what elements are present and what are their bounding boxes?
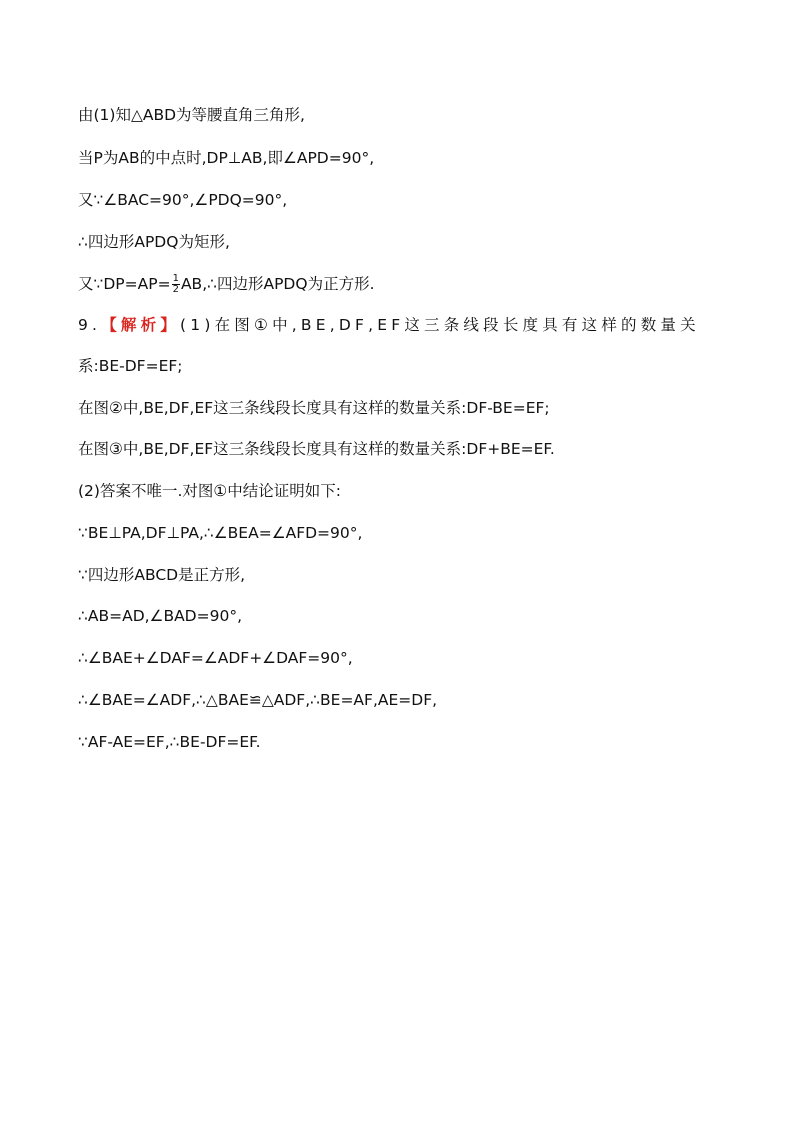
fraction-one-half	[172, 274, 180, 295]
question-9-text: (1)在图①中,BE,DF,EF这三条线段长度具有这样的数量关	[180, 316, 700, 334]
fraction-numerator: 1	[172, 273, 179, 284]
part-2-intro: (2)答案不唯一.对图①中结论证明如下:	[78, 482, 342, 500]
question-number: 9.	[78, 316, 102, 334]
question-9-heading	[78, 314, 718, 336]
answer-line-2: 在图②中,BE,DF,EF这三条线段长度具有这样的数量关系:DF-BE=EF;	[78, 399, 550, 417]
fraction-denominator: 2	[172, 284, 179, 295]
proof-line-5-end: AB,∴四边形APDQ为正方形.	[180, 275, 375, 293]
proof-line-4: ∴四边形APDQ为矩形,	[78, 233, 230, 251]
proof-line-5-start: 又∵DP=AP=	[78, 275, 171, 293]
proof-step-6: ∵AF-AE=EF,∴BE-DF=EF.	[78, 733, 261, 751]
proof-step-2: ∵四边形ABCD是正方形,	[78, 566, 246, 584]
proof-step-5: ∴∠BAE=∠ADF,∴△BAE≌△ADF,∴BE=AF,AE=DF,	[78, 691, 438, 709]
proof-step-1: ∵BE⊥PA,DF⊥PA,∴∠BEA=∠AFD=90°,	[78, 524, 363, 542]
proof-line-1: 由(1)知△ABD为等腰直角三角形,	[78, 106, 305, 124]
proof-step-3: ∴AB=AD,∠BAD=90°,	[78, 607, 243, 625]
proof-step-4: ∴∠BAE+∠DAF=∠ADF+∠DAF=90°,	[78, 649, 353, 667]
proof-line-2: 当P为AB的中点时,DP⊥AB,即∠APD=90°,	[78, 149, 375, 167]
proof-line-5	[78, 273, 375, 295]
answer-line-1: 系:BE-DF=EF;	[78, 357, 183, 375]
analysis-tag: 【解析】	[101, 316, 181, 334]
proof-line-3: 又∵∠BAC=90°,∠PDQ=90°,	[78, 191, 288, 209]
answer-line-3: 在图③中,BE,DF,EF这三条线段长度具有这样的数量关系:DF+BE=EF.	[78, 440, 555, 458]
